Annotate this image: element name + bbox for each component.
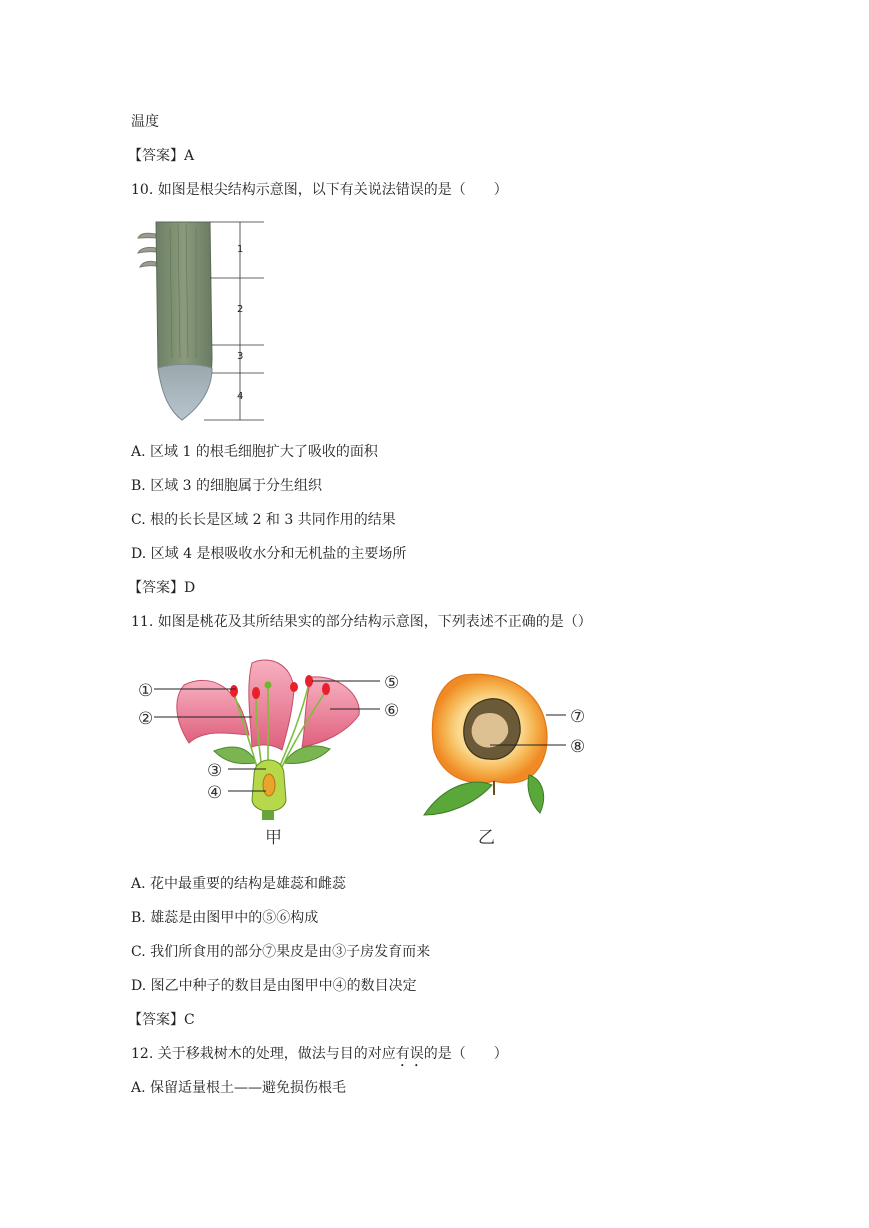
q12-option-a: A. 保留适量根土——避免损伤根毛: [131, 1080, 347, 1096]
flower-label-5: ⑤: [384, 673, 400, 693]
flower-jia: [138, 660, 399, 848]
flower-label-3: ③: [207, 761, 223, 781]
root-cap: [158, 364, 212, 420]
caption-jia: 甲: [265, 828, 282, 848]
flower-label-6: ⑥: [384, 701, 400, 721]
fruit-yi: [424, 674, 585, 848]
q10-option-c: C. 根的长长是区域 2 和 3 共同作用的结果: [131, 512, 396, 528]
q11-option-d: D. 图乙中种子的数目是由图甲中④的数目决定: [131, 978, 417, 994]
q11-option-a: A. 花中最重要的结构是雄蕊和雌蕊: [131, 876, 347, 892]
root-label-3: 3: [237, 351, 244, 362]
answer-q11: 【答案】C: [128, 1012, 195, 1028]
q11-stem: 11. 如图是桃花及其所结果实的部分结构示意图，下列表述不正确的是（）: [131, 614, 592, 630]
fruit-label-8: ⑧: [570, 737, 586, 757]
flower-label-2: ②: [138, 709, 154, 729]
root-label-2: 2: [237, 304, 244, 315]
answer-q9: 【答案】A: [128, 148, 195, 164]
caption-yi: 乙: [478, 828, 495, 848]
flower-label-4: ④: [207, 783, 223, 803]
q12-stem-before: 12. 关于移栽树木的处理，做法与目的对应: [131, 1046, 396, 1062]
q10-option-a: A. 区域 1 的根毛细胞扩大了吸收的面积: [131, 444, 378, 460]
flower-label-1: ①: [138, 681, 154, 701]
q11-option-c: C. 我们所食用的部分⑦果皮是由③子房发育而来: [131, 944, 431, 960]
q12-stem: [131, 1044, 508, 1070]
answer-q10: 【答案】D: [128, 580, 196, 596]
root-tip-figure: [134, 218, 269, 423]
q12-stem-emphasis: 有误: [395, 1046, 424, 1062]
q11-option-b: B. 雄蕊是由图甲中的⑤⑥构成: [131, 910, 319, 926]
q10-option-d: D. 区域 4 是根吸收水分和无机盐的主要场所: [131, 546, 407, 562]
q10-stem: 10. 如图是根尖结构示意图，以下有关说法错误的是（ ）: [131, 182, 508, 198]
q12-stem-after: 的是（ ）: [423, 1046, 508, 1062]
root-label-4: 4: [237, 391, 244, 402]
intro-text: 温度: [131, 114, 159, 130]
root-label-1: 1: [237, 244, 244, 255]
fruit-label-7: ⑦: [570, 707, 586, 727]
peach-figure: [134, 655, 614, 855]
q10-option-b: B. 区域 3 的细胞属于分生组织: [131, 478, 322, 494]
